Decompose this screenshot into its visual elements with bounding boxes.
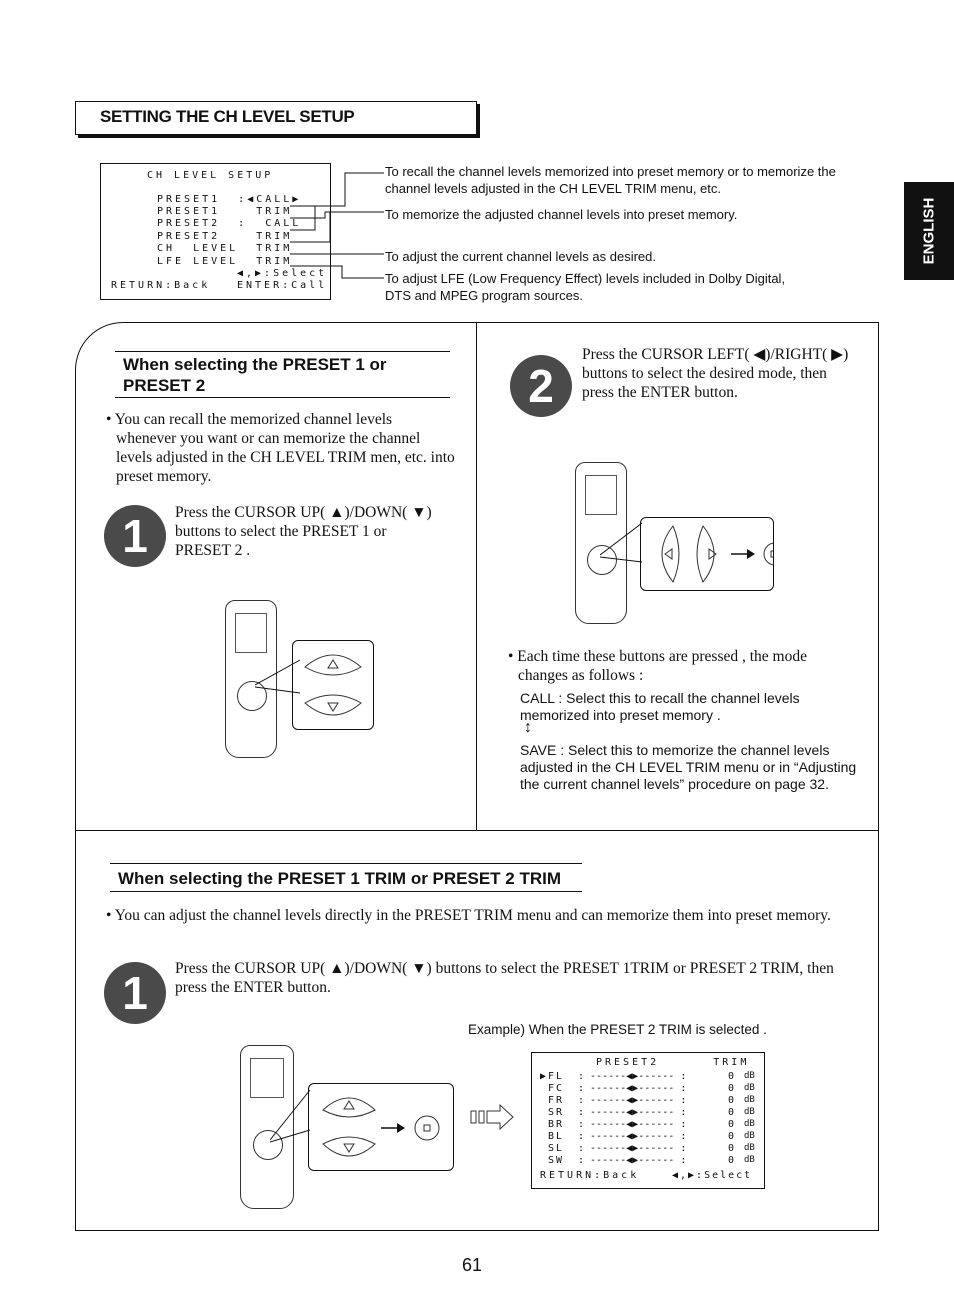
step2-circle: 2 [510,355,572,417]
trim-channel-unit: dB [744,1119,755,1129]
annotation-call: To recall the channel levels memorized into preset memory or to memorize the channel levels adjusted in the CH LEVEL TRIM menu, etc. [385,164,836,196]
cursor-down-button [305,695,361,715]
trim-channel-label: FC [540,1083,565,1094]
arrow-right-icon [747,549,755,559]
menu-row-lfe-level-trim: LFE LEVEL TRIM [157,256,293,267]
cursor-zoom-updown [292,640,374,730]
heading-rule-bottom [115,397,450,398]
remote-screen [235,613,267,653]
page-number: 61 [462,1255,483,1275]
mode-bullet: • Each time these buttons are pressed , the mode changes as follows : [508,648,807,684]
cursor-down-button-3 [323,1137,375,1156]
annotation-trim: To memorize the adjusted channel levels into preset memory. [385,207,738,222]
trim-heading-rule-bottom [110,891,582,892]
trim-channel-value: 0 [728,1071,735,1082]
trim-select-hint: ◀,▶:Select [672,1170,753,1181]
trim-channel-unit: dB [744,1143,755,1153]
connector-lfe-level [290,266,384,278]
trim-heading: When selecting the PRESET 1 TRIM or PRESET 2 TRIM [118,869,562,888]
enter-icon-3 [424,1125,430,1131]
trim-channel-label: SW [540,1155,565,1166]
preset2-trim-menu [531,1052,765,1189]
menu-row-preset1-call: PRESET1 :◀CALL▶ [157,194,302,205]
trim-channel-value: 0 [728,1143,735,1154]
example-caption: Example) When the PRESET 2 TRIM is selected . [468,1022,767,1037]
trim-heading-rule-top [110,863,582,864]
trim-return-hint: RETURN:Back [540,1170,640,1181]
trim-channel-label: BL [540,1131,565,1142]
trim-channel-unit: dB [744,1071,755,1081]
cursor-zoom-leftright [640,517,774,591]
menu-select-hint: ◀,▶:Select [237,268,328,279]
heading-rule-top [115,351,450,352]
trim-channel-unit: dB [744,1155,755,1165]
annotation-lfe: To adjust LFE (Low Frequency Effect) levels included in Dolby Digital, DTS and MPEG program sources. [385,271,786,303]
step1-circle: 1 [104,505,166,567]
cursor-up-down-enter-buttons [309,1084,453,1170]
trim-channel-bar: : ------◀▶------ : [578,1107,687,1118]
annotation-connectors [280,160,390,290]
trim-channel-bar: : ------◀▶------ : [578,1119,687,1130]
menu-row-preset2-call: PRESET2 : CALL [157,218,302,229]
result-arrow-icon [470,1103,516,1131]
left-arrow-icon [665,549,672,559]
trim-channel-label: BR [540,1119,565,1130]
call-description: CALL : Select this to recall the channel levels memorized into preset memory . [520,690,800,723]
trim-channel-value: 0 [728,1095,735,1106]
language-tab-label: ENGLISH [920,197,938,265]
up-arrow-icon-3 [344,1101,354,1109]
trim-channel-label: SL [540,1143,565,1154]
language-tab [904,182,954,280]
enter-button [764,543,773,565]
trim-channel-label: ▶FL [540,1071,565,1082]
connector-preset1-trim [290,212,384,218]
down-arrow-icon [328,703,338,711]
arrow-right-icon-3 [397,1123,405,1133]
down-arrow-icon-3 [344,1144,354,1152]
trim-step1-text: Press the CURSOR UP( ▲)/DOWN( ▼) buttons to select the PRESET 1TRIM or PRESET 2 TRIM, then press the ENTER button. [175,960,834,996]
cursor-left-right-enter-buttons [641,518,773,590]
trim-channel-bar: : ------◀▶------ : [578,1083,687,1094]
menu-title: CH LEVEL SETUP [147,170,274,181]
section-title-box [75,101,477,135]
toggle-arrow-icon: ↕ [524,719,532,736]
cursor-zoom-enter [308,1083,454,1171]
cursor-up-down-buttons [293,641,373,729]
preset-bullet: • You can recall the memorized channel levels whenever you want or can memorize the channel levels adjusted in the CH LEVEL TRIM men, etc. into preset memory. [106,411,455,485]
connector-preset2-trim [290,212,330,242]
step1-text: Press the CURSOR UP( ▲)/DOWN( ▼) buttons to select the PRESET 1 or PRESET 2 . [175,504,432,559]
trim-channel-label: SR [540,1107,565,1118]
cursor-up-button [305,655,361,675]
enter-button-3 [415,1116,439,1140]
save-description: SAVE : Select this to memorize the channel levels adjusted in the CH LEVEL TRIM menu or in “Adjusting the current channel levels” procedure on page 32. [520,742,857,792]
cursor-right-button [697,526,714,582]
trim-channel-unit: dB [744,1131,755,1141]
menu-row-preset2-trim: PRESET2 TRIM [157,231,293,242]
annotation-ch-level: To adjust the current channel levels as desired. [385,249,656,264]
trim-channel-unit: dB [744,1083,755,1093]
panel-divider-horizontal [75,830,878,831]
trim-channel-bar: : ------◀▶------ : [578,1095,687,1106]
remote-screen-2 [585,475,617,515]
trim-channel-value: 0 [728,1107,735,1118]
trim-channel-unit: dB [744,1107,755,1117]
trim-channel-bar: : ------◀▶------ : [578,1143,687,1154]
preset-heading: When selecting the PRESET 1 or PRESET 2 [123,355,387,395]
trim-bullet: • You can adjust the channel levels directly in the PRESET TRIM menu and can memorize them into preset memory. [106,907,831,924]
menu-row-ch-level-trim: CH LEVEL TRIM [157,243,293,254]
connector-preset1-call [290,173,384,206]
trim-menu-title: PRESET2 TRIM [596,1057,750,1068]
menu-row-preset1-trim: PRESET1 TRIM [157,206,293,217]
menu-enter-hint: ENTER:Call [237,280,328,291]
pointer-lines-2 [600,520,645,565]
panel-divider-vertical [476,322,477,830]
trim-channel-bar: : ------◀▶------ : [578,1155,687,1166]
trim-channel-label: FR [540,1095,565,1106]
enter-icon [771,551,773,557]
trim-channel-bar: : ------◀▶------ : [578,1071,687,1082]
step2-text: Press the CURSOR LEFT( ◀)/RIGHT( ▶) buttons to select the desired mode, then press the ENTER button. [582,346,849,401]
right-arrow-icon [709,549,716,559]
trim-channel-value: 0 [728,1083,735,1094]
trim-step1-circle: 1 [104,962,166,1024]
trim-channel-value: 0 [728,1119,735,1130]
section-title: SETTING THE CH LEVEL SETUP [100,107,355,126]
trim-channel-value: 0 [728,1131,735,1142]
trim-channel-unit: dB [744,1095,755,1105]
trim-channel-bar: : ------◀▶------ : [578,1131,687,1142]
menu-return-hint: RETURN:Back [111,280,211,291]
up-arrow-icon [328,660,338,668]
trim-channel-value: 0 [728,1155,735,1166]
